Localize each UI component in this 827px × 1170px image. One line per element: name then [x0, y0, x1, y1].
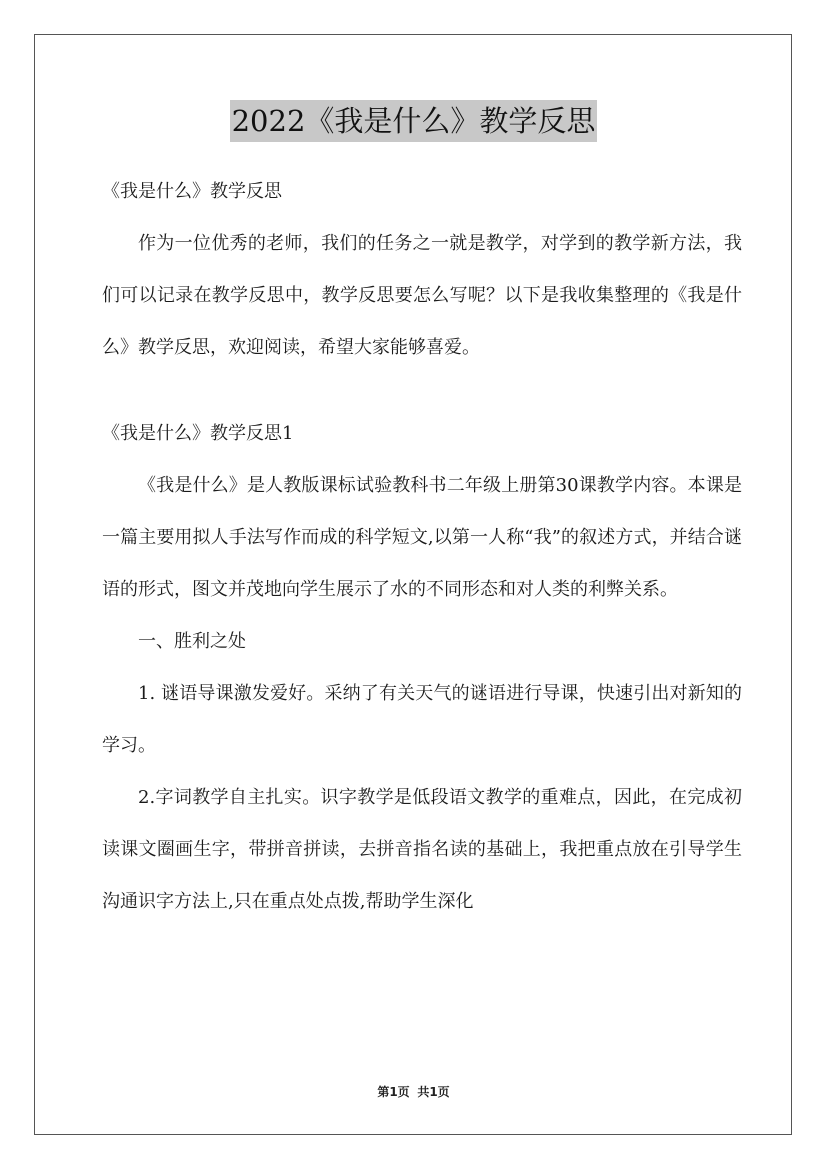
- subtitle-heading: 《我是什么》教学反思: [102, 181, 282, 202]
- section1-paragraph-2: 一、胜利之处: [138, 631, 246, 652]
- intro-paragraph: 作为一位优秀的老师，我们的任务之一就是教学，对学到的教学新方法，我们可以记录在教学反思中，教学反思要怎么写呢？以下是我收集整理的《我是什么》教学反思，欢迎阅读，希望大家能够喜爱。: [102, 233, 742, 358]
- document-title: 2022《我是什么》教学反思: [230, 100, 598, 142]
- section1-paragraph-3: 1. 谜语导课激发爱好。采纳了有关天气的谜语进行导课，快速引出对新知的学习。: [102, 683, 742, 756]
- page-footer: [0, 1083, 827, 1100]
- section1-paragraph-4: 2.字词教学自主扎实。识字教学是低段语文教学的重难点，因此，在完成初读课文圈画生字，带拼音拼读，去拼音指名读的基础上，我把重点放在引导学生沟通识字方法上,只在重点处点拨,帮助学生深化: [102, 787, 742, 912]
- section1-paragraph-1: 《我是什么》是人教版课标试验教科书二年级上册第30课教学内容。本课是一篇主要用拟人手法写作而成的科学短文,以第一人称“我”的叙述方式，并结合谜语的形式，图文并茂地向学生展示了水的不同形态和对人类的利弊关系。: [102, 475, 742, 600]
- document-body: [102, 172, 742, 928]
- page-total: 共1页: [417, 1085, 450, 1099]
- page-number: 第1页: [377, 1085, 410, 1099]
- section-heading-1: 《我是什么》教学反思1: [102, 423, 294, 444]
- title-container: [0, 100, 827, 142]
